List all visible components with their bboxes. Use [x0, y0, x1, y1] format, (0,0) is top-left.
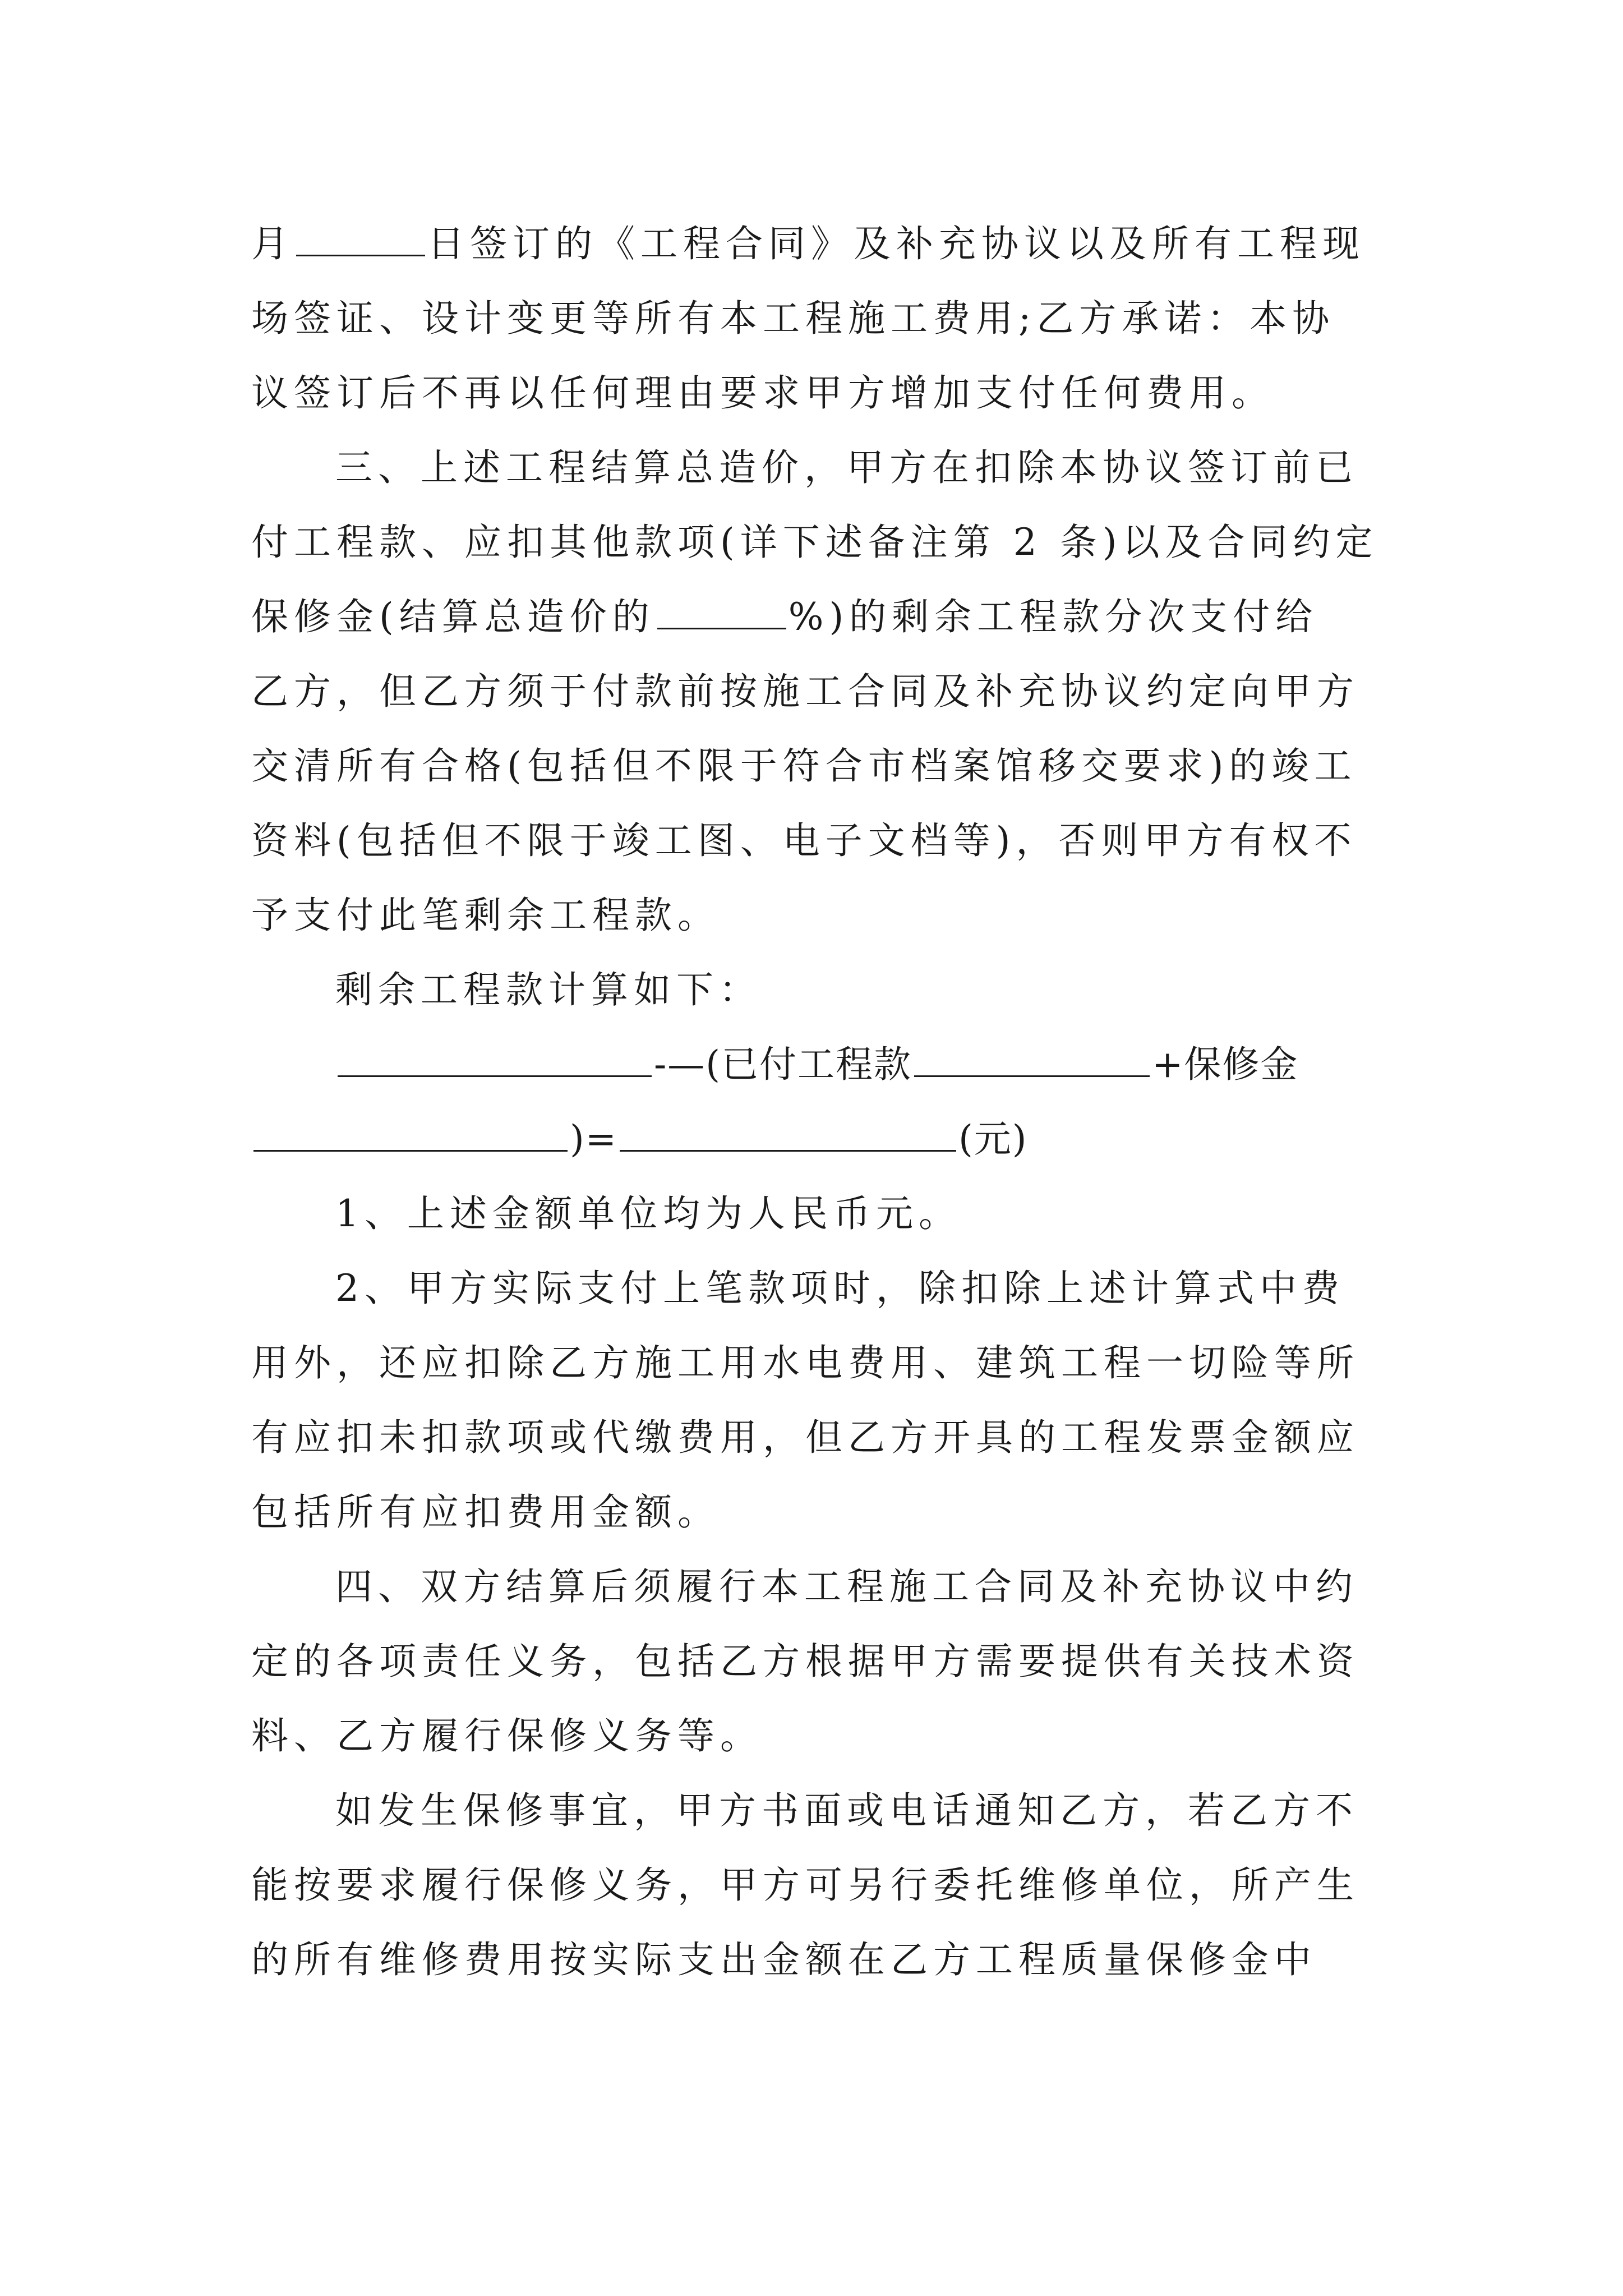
text-line [251, 579, 1384, 654]
text-run: 日签订的《工程合同》及补充协议以及所有工程现 [427, 222, 1365, 265]
text-line: 资料(包括但不限于竣工图、电子文档等)，否则甲方有权不 [251, 819, 1357, 862]
fill-blank-day [296, 218, 425, 256]
text-line: 付工程款、应扣其他款项(详下述备注第 2 条)以及合同约定 [251, 521, 1378, 564]
fill-blank-total [338, 1038, 652, 1077]
text-line: 交清所有合格(包括但不限于符合市档案馆移交要求)的竣工 [251, 744, 1357, 788]
text-line: 用外，还应扣除乙方施工用水电费用、建筑工程一切险等所 [251, 1341, 1359, 1384]
fill-blank-result [620, 1113, 956, 1152]
paragraph-start-line [251, 1176, 1384, 1251]
text-line: 议签订后不再以任何理由要求甲方增加支付任何费用。 [251, 371, 1274, 415]
text-line: 场签证、设计变更等所有本工程施工费用;乙方承诺：本协 [251, 297, 1335, 340]
text-run: 2、甲方实际支付上笔款项时，除扣除上述计算式中费 [335, 1267, 1345, 1310]
formula-line [251, 1102, 1384, 1176]
text-run: 1、上述金额单位均为人民币元。 [335, 1192, 961, 1235]
fill-blank-warranty [253, 1113, 568, 1152]
text-line: 定的各项责任义务，包括乙方根据甲方需要提供有关技术资 [251, 1640, 1359, 1683]
text-line: 有应扣未扣款项或代缴费用，但乙方开具的工程发票金额应 [251, 1416, 1359, 1459]
paragraph-start-line [251, 953, 1384, 1027]
text-run: 如发生保修事宜，甲方书面或电话通知乙方，若乙方不 [335, 1789, 1358, 1832]
text-run: %)的剩余工程款分次支付给 [788, 595, 1318, 638]
paragraph-start-line [251, 1773, 1384, 1848]
text-run: -—(已付工程款 [654, 1043, 912, 1086]
fill-blank-percent [657, 591, 786, 629]
text-run: 四、双方结算后须履行本工程施工合同及补充协议中约 [335, 1565, 1358, 1608]
text-run: +保修金 [1152, 1043, 1299, 1086]
text-line: 予支付此笔剩余工程款。 [251, 894, 720, 937]
text-line: 能按要求履行保修义务，甲方可另行委托维修单位，所产生 [251, 1864, 1359, 1907]
paragraph-start-line [251, 1251, 1384, 1326]
contract-body [251, 206, 1384, 1997]
paragraph-start-line [251, 1549, 1384, 1624]
text-run: 三、上述工程结算总造价，甲方在扣除本协议签订前已 [335, 446, 1358, 489]
text-run: (元) [958, 1117, 1028, 1161]
text-run: 保修金(结算总造价的 [251, 595, 655, 638]
text-line: 料、乙方履行保修义务等。 [251, 1714, 763, 1757]
text-line: 乙方，但乙方须于付款前按施工合同及补充协议约定向甲方 [251, 670, 1359, 713]
text-line: 的所有维修费用按实际支出金额在乙方工程质量保修金中 [251, 1938, 1317, 1981]
text-run: )= [570, 1117, 618, 1161]
text-run: 剩余工程款计算如下： [335, 968, 762, 1011]
fill-blank-paid [914, 1038, 1150, 1077]
paragraph-start-line [251, 430, 1384, 505]
formula-line [251, 1027, 1384, 1102]
text-run: 月 [251, 222, 294, 265]
text-line [251, 206, 1384, 281]
text-line: 包括所有应扣费用金额。 [251, 1490, 720, 1534]
